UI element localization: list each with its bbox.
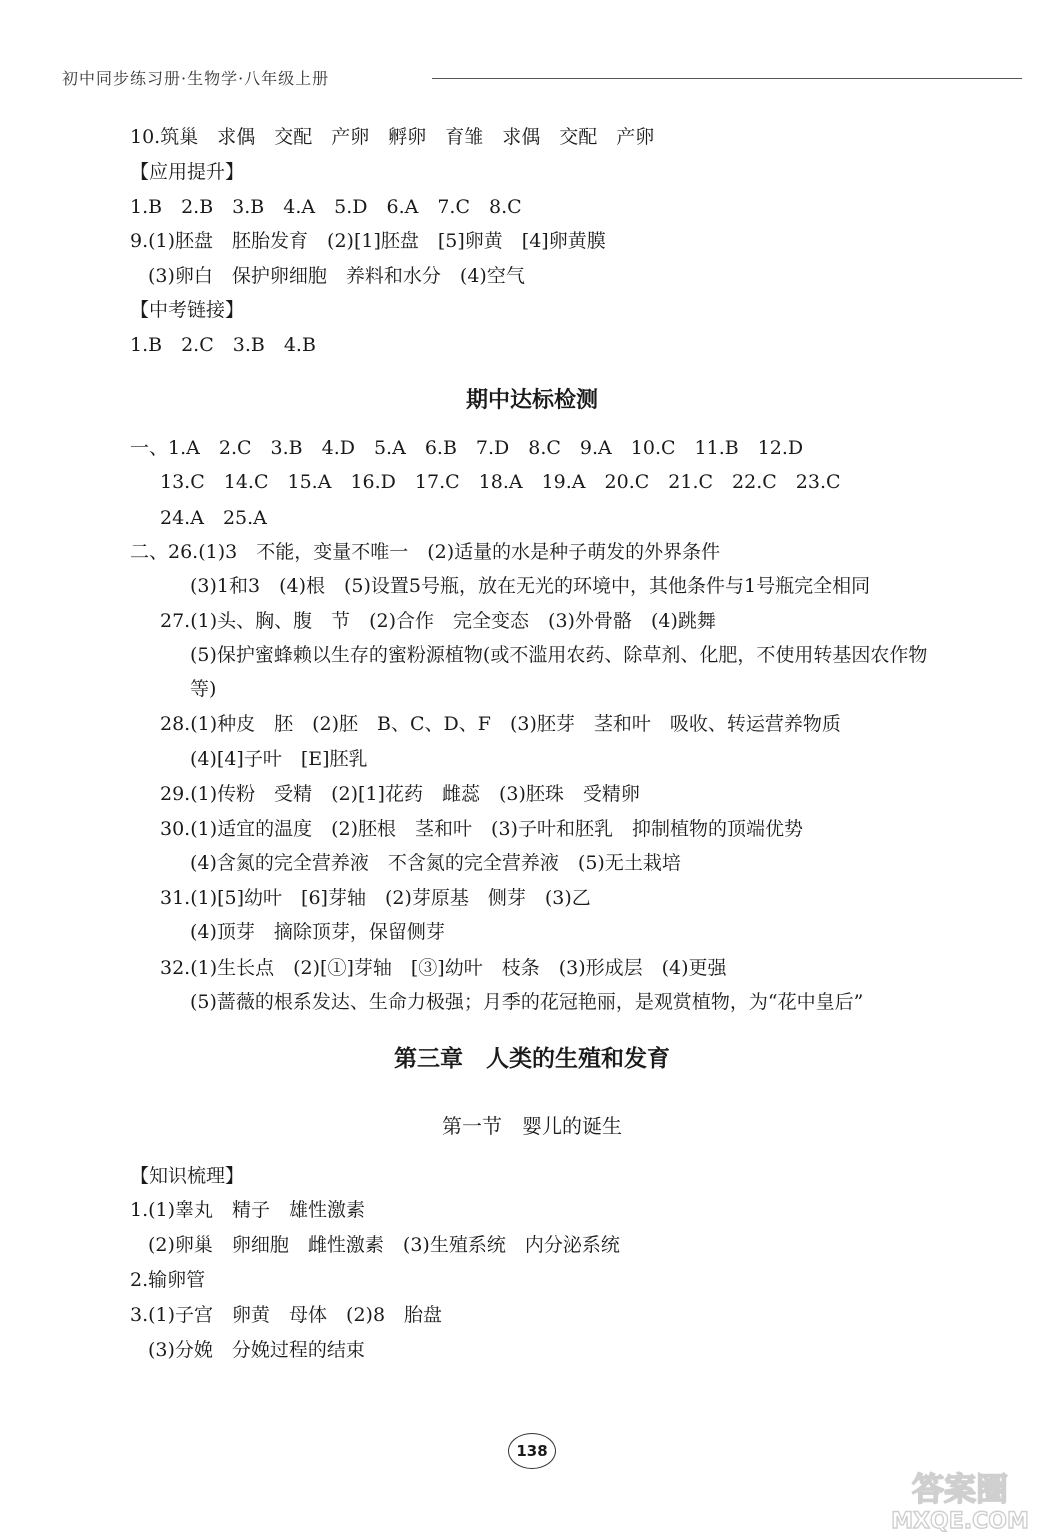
section-heading: 第一节 婴儿的诞生	[442, 1114, 622, 1138]
header-rule	[432, 78, 1022, 79]
section-label: 【知识梳理】	[130, 1165, 245, 1187]
answer-line: 二、26.(1)3 不能，变量不唯一 (2)适量的水是种子萌发的外界条件	[130, 541, 721, 563]
watermark-text: 答案圈	[911, 1470, 1009, 1508]
section-label: 【中考链接】	[130, 299, 245, 321]
answer-line: 3.(1)子宫 卵黄 母体 (2)8 胎盘	[130, 1304, 443, 1326]
answer-line: 10.筑巢 求偶 交配 产卵 孵卵 育雏 求偶 交配 产卵	[130, 126, 655, 148]
watermark-url: MXQE.COM	[891, 1509, 1029, 1534]
answer-line: 9.(1)胚盘 胚胎发育 (2)[1]胚盘 [5]卵黄 [4]卵黄膜	[130, 230, 606, 252]
answer-line: (4)[4]子叶 [E]胚乳	[190, 748, 368, 770]
answer-line: 28.(1)种皮 胚 (2)胚 B、C、D、F (3)胚芽 茎和叶 吸收、转运营养物质	[160, 713, 841, 735]
answer-line: 27.(1)头、胸、腹 节 (2)合作 完全变态 (3)外骨骼 (4)跳舞	[160, 610, 716, 632]
answer-line: (4)含氮的完全营养液 不含氮的完全营养液 (5)无土栽培	[190, 852, 681, 874]
header-title: 初中同步练习册·生物学·八年级上册	[62, 69, 330, 88]
running-header	[62, 66, 1022, 90]
answer-line: 31.(1)[5]幼叶 [6]芽轴 (2)芽原基 侧芽 (3)乙	[160, 887, 591, 909]
section-label: 【应用提升】	[130, 161, 245, 183]
midterm-heading: 期中达标检测	[465, 388, 598, 413]
answer-line: (4)顶芽 摘除顶芽，保留侧芽	[190, 921, 445, 943]
answer-line: (5)保护蜜蜂赖以生存的蜜粉源植物(或不滥用农药、除草剂、化肥，不使用转基因农作物	[190, 644, 928, 666]
chapter-heading: 第三章 人类的生殖和发育	[394, 1046, 670, 1072]
answer-line: (5)蔷薇的根系发达、生命力极强；月季的花冠艳丽，是观赏植物，为“花中皇后”	[190, 991, 864, 1013]
answer-line: 等)	[190, 678, 217, 700]
answer-line: (3)1和3 (4)根 (5)设置5号瓶，放在无光的环境中，其他条件与1号瓶完全相同	[190, 575, 871, 597]
answer-line: (2)卵巢 卵细胞 雌性激素 (3)生殖系统 内分泌系统	[148, 1234, 620, 1256]
answer-line: 13.C 14.C 15.A 16.D 17.C 18.A 19.A 20.C 21.C 22.C 23.C	[160, 471, 841, 493]
answer-line: 29.(1)传粉 受精 (2)[1]花药 雌蕊 (3)胚珠 受精卵	[160, 783, 640, 805]
answer-line: 1.(1)睾丸 精子 雄性激素	[130, 1199, 366, 1221]
answer-line: 1.B 2.B 3.B 4.A 5.D 6.A 7.C 8.C	[130, 196, 522, 218]
answer-line: (3)卵白 保护卵细胞 养料和水分 (4)空气	[148, 265, 525, 287]
answer-line: 32.(1)生长点 (2)[①]芽轴 [③]幼叶 枝条 (3)形成层 (4)更强	[160, 957, 727, 979]
page-number: 138	[508, 1433, 556, 1469]
watermark-logo	[870, 1466, 1050, 1534]
answer-line: 一、1.A 2.C 3.B 4.D 5.A 6.B 7.D 8.C 9.A 10.C 11.B 12.D	[130, 437, 804, 459]
answer-line: 24.A 25.A	[160, 507, 267, 529]
answer-line: 30.(1)适宜的温度 (2)胚根 茎和叶 (3)子叶和胚乳 抑制植物的顶端优势	[160, 818, 803, 840]
answer-line: 1.B 2.C 3.B 4.B	[130, 334, 316, 356]
answer-line: 2.输卵管	[130, 1269, 206, 1291]
answer-line: (3)分娩 分娩过程的结束	[148, 1339, 365, 1361]
